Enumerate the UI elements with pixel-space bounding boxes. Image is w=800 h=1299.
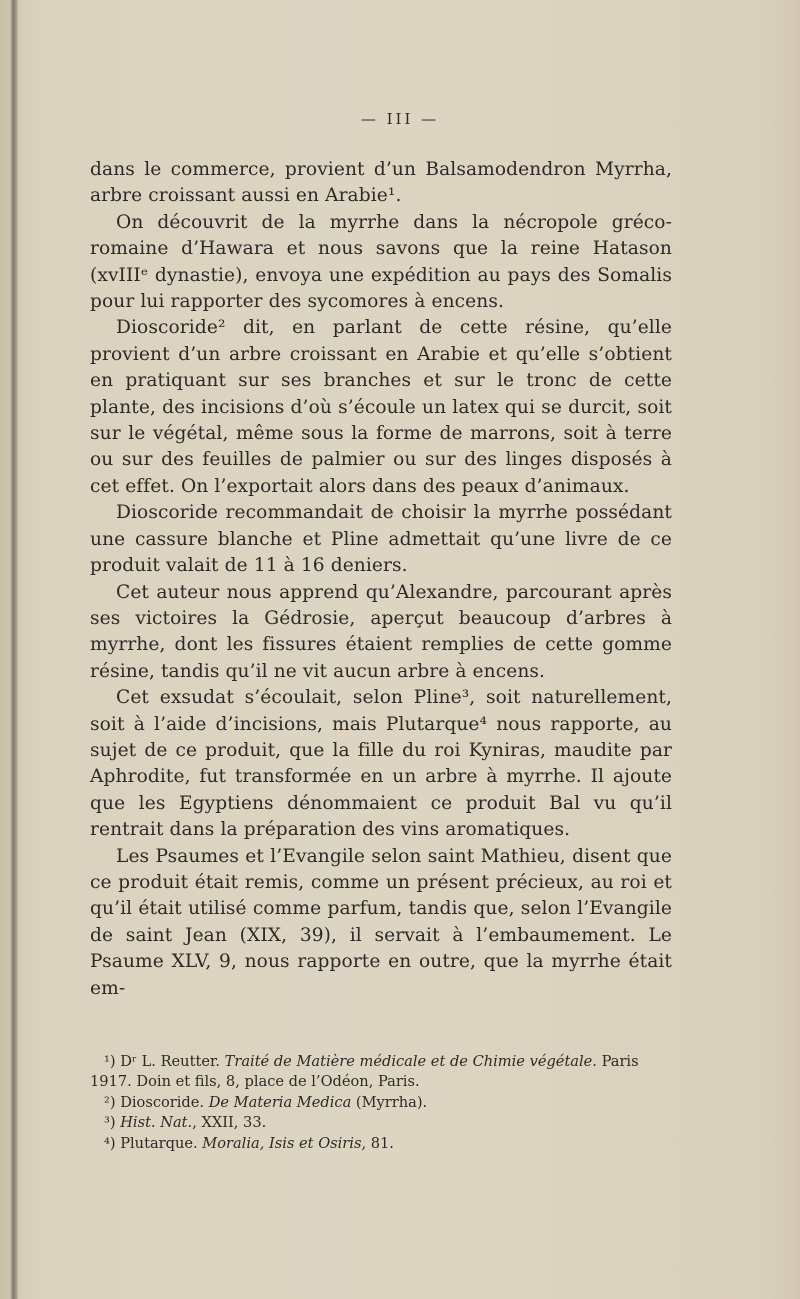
paragraph-5: Cet auteur nous apprend qu’Alexandre, parcourant après ses victoires la Gédrosie, aperçut beaucoup d’arbres à myrrhe, dont les fissures étaient remplies de cette gomme résine, tandis qu’il ne vit aucun arbre à encens.	[90, 581, 672, 682]
footnote-1-continuation: 1917. Doin et fils, 8, place de l’Odéon, Paris.	[90, 1073, 420, 1091]
footnote-1-place: Paris	[601, 1053, 639, 1070]
footnote-4-author: Plutarque.	[120, 1134, 198, 1152]
footnote-2-title: De Materia Medica	[208, 1093, 352, 1111]
footnote-3-mark: ³)	[104, 1114, 116, 1132]
footnote-2-author: Dioscoride.	[120, 1093, 205, 1111]
paragraph-3: Dioscoride² dit, en parlant de cette résine, qu’elle provient d’un arbre croissant en Arabie et qu’elle s’obtient en pratiquant sur ses branches et sur le tronc de cette plante, des incisions d’où s’écoule un latex qui se durcit, soit sur le végétal, même sous la forme de marrons, soit à terre ou sur des feuilles de palmier ou sur des linges disposés à cet effet. On l’exportait alors dans des peaux d’animaux.	[90, 317, 672, 497]
paragraph-1: dans le commerce, provient d’un Balsamodendron Myrrha, arbre croissant aussi en Arabie¹.	[90, 159, 672, 207]
body-text	[90, 157, 672, 1002]
footnote-3	[90, 1113, 672, 1133]
footnote-1-author: Dʳ L. Reutter.	[120, 1053, 220, 1070]
footnote-1-mark: ¹)	[104, 1053, 116, 1070]
paragraph-7: Les Psaumes et l’Evangile selon saint Mathieu, disent que ce produit était remis, comme un présent précieux, au roi et qu’il était utilisé comme parfum, tandis que, selon l’Evangile de saint Jean (XIX, 39), il servait à l’embaumement. Le Psaume XLV, 9, nous rapporte en outre, que la myrrhe était em-	[90, 845, 672, 999]
footnote-2	[90, 1093, 672, 1113]
footnote-4-mark: ⁴)	[104, 1134, 116, 1152]
footnote-3-title: Hist. Nat.	[120, 1114, 193, 1132]
footnote-4-title: Moralia, Isis et Osiris	[202, 1134, 362, 1152]
page-binding-shadow	[10, 0, 18, 1299]
footnotes	[90, 1052, 672, 1154]
paragraph-2: On découvrit de la myrrhe dans la nécropole gréco-romaine d’Hawara et nous savons que la reine Hatason (xvIIIᵉ dynastie), envoya une expédition au pays des Somalis pour lui rapporter des sycomores à encens.	[90, 211, 672, 313]
footnote-2-mark: ²)	[104, 1093, 116, 1111]
paragraph-4: Dioscoride recommandait de choisir la myrrhe possédant une cassure blanche et Pline admettait qu’une livre de ce produit valait de 11 à 16 deniers.	[90, 502, 672, 577]
footnote-3-detail: , XXII, 33.	[192, 1114, 267, 1132]
footnote-4-detail: , 81.	[361, 1134, 394, 1152]
footnote-1-title: Traité de Matière médicale et de Chimie végétale.	[224, 1053, 597, 1070]
footnote-1	[90, 1052, 672, 1072]
footnote-4	[90, 1134, 672, 1154]
footnote-2-detail: (Myrrha).	[355, 1093, 428, 1111]
paragraph-6: Cet exsudat s’écoulait, selon Pline³, soit naturellement, soit à l’aide d’incisions, mais Plutarque⁴ nous rapporte, au sujet de ce produit, que la fille du roi Kyniras, maudite par Aphrodite, fut transformée en un arbre à myrrhe. Il ajoute que les Egyptiens dénommaient ce produit Bal vu qu’il rentrait dans la préparation des vins aromatiques.	[90, 687, 672, 841]
page-number: — III —	[360, 110, 440, 128]
